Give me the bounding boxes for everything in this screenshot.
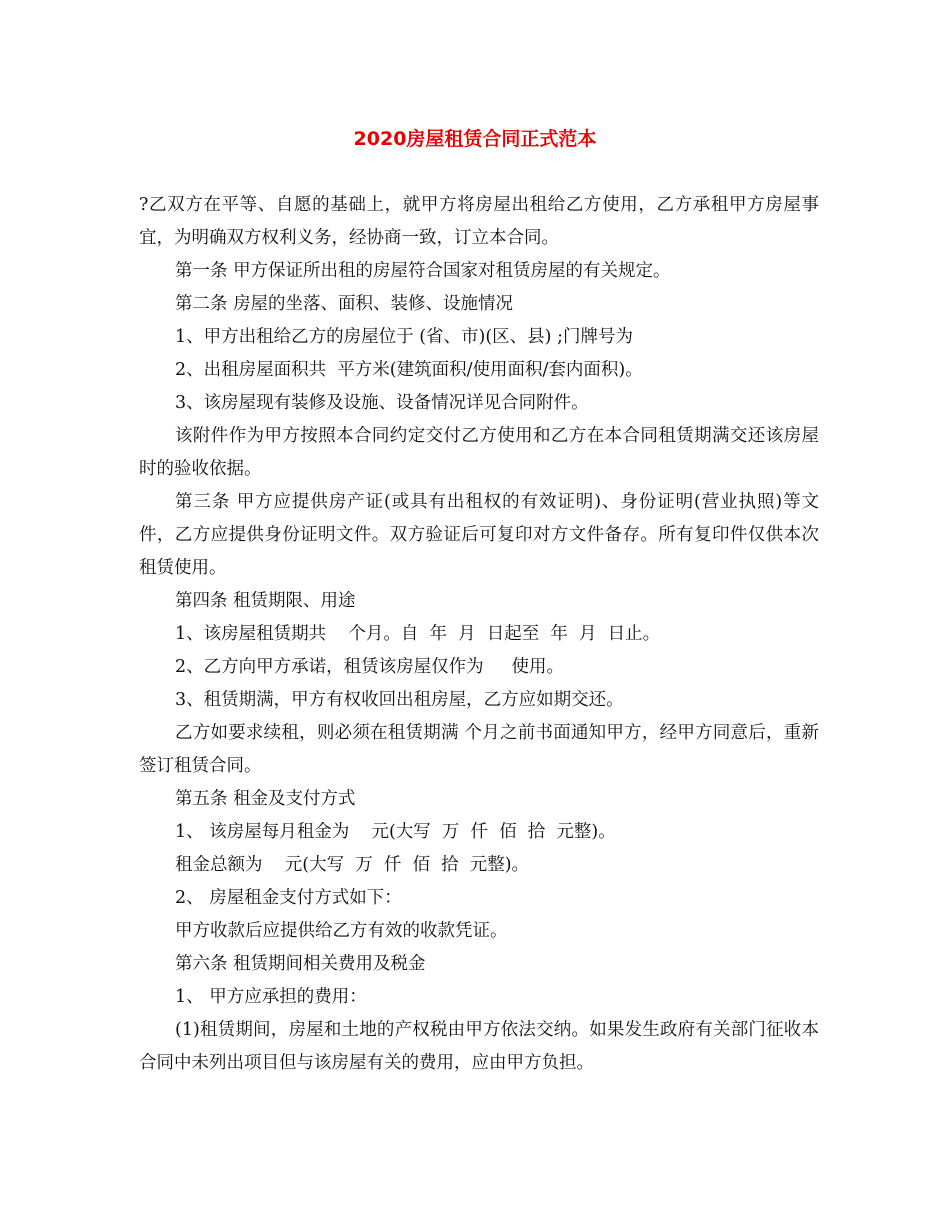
article-1: 第一条 甲方保证所出租的房屋符合国家对租赁房屋的有关规定。 [175, 261, 671, 281]
article-4-item-3: 3、租赁期满，甲方有权收回出租房屋，乙方应如期交还。 [175, 690, 624, 710]
article-2-item-2: 2、出租房屋面积共 平方米(建筑面积/使用面积/套内面积)。 [175, 360, 643, 380]
article-5-heading: 第五条 租金及支付方式 [175, 789, 356, 809]
article-2-item-3: 3、该房屋现有装修及设施、设备情况详见合同附件。 [175, 393, 589, 413]
receipt-line: 甲方收款后应提供给乙方有效的收款凭证。 [175, 921, 508, 941]
article-3: 第三条 甲方应提供房产证(或具有出租权的有效证明)、身份证明(营业执照)等文件，乙方应提供身份证明文件。双方验证后可复印对方文件备存。所有复印件仅供本次租赁使用。 [139, 492, 819, 578]
article-6-subitem-1: (1)租赁期间，房屋和土地的产权税由甲方依法交纳。如果发生政府有关部门征收本合同中未列出项目但与该房屋有关的费用，应由甲方负担。 [139, 1020, 819, 1073]
attachment-paragraph: 该附件作为甲方按照本合同约定交付乙方使用和乙方在本合同租赁期满交还该房屋时的验收依据。 [139, 426, 819, 479]
article-4-heading: 第四条 租赁期限、用途 [175, 591, 356, 611]
document-body [139, 189, 819, 1080]
article-4-item-2: 2、乙方向甲方承诺，租赁该房屋仅作为 使用。 [175, 657, 564, 677]
article-6-heading: 第六条 租赁期间相关费用及税金 [175, 954, 426, 974]
article-2-heading: 第二条 房屋的坐落、面积、装修、设施情况 [175, 294, 514, 314]
article-5-item-2: 2、 房屋租金支付方式如下： [175, 888, 402, 908]
article-5-item-1: 1、 该房屋每月租金为 元(大写 万 仟 佰 拾 元整)。 [175, 822, 616, 842]
document-title: 2020房屋租赁合同正式范本 [353, 128, 597, 150]
renewal-paragraph: 乙方如要求续租，则必须在租赁期满 个月之前书面通知甲方，经甲方同意后，重新签订租赁合同。 [139, 723, 819, 776]
preamble-paragraph: ?乙双方在平等、自愿的基础上，就甲方将房屋出租给乙方使用，乙方承租甲方房屋事宜，为明确双方权利义务，经协商一致，订立本合同。 [139, 195, 819, 248]
article-4-item-1: 1、该房屋租赁期共 个月。自 年 月 日起至 年 月 日止。 [175, 624, 661, 644]
article-2-item-1: 1、甲方出租给乙方的房屋位于 (省、市)(区、县) ;门牌号为 [175, 327, 633, 347]
article-6-item-1: 1、 甲方应承担的费用： [175, 987, 367, 1007]
rent-total-line: 租金总额为 元(大写 万 仟 佰 拾 元整)。 [175, 855, 530, 875]
